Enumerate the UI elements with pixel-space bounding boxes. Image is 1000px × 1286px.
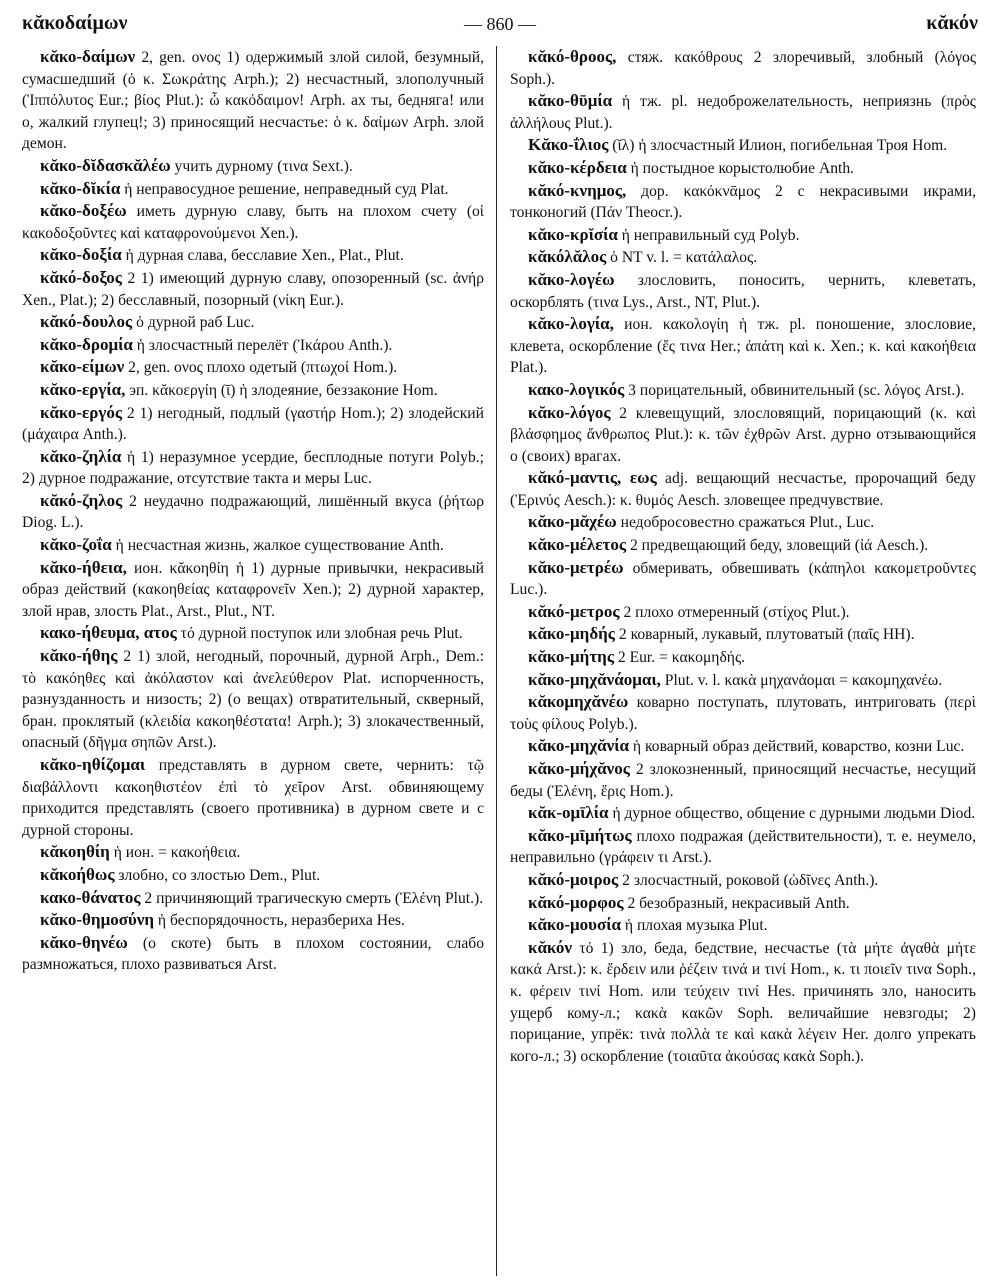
entry-headword: κᾰκό-δοξος [40, 267, 122, 287]
left-column [22, 46, 484, 1278]
entry-headword: κᾰκό-θροος, [528, 47, 617, 66]
dictionary-entry [510, 557, 976, 601]
entry-headword: κᾰκο-δοξέω [40, 201, 127, 221]
entry-headword: κᾰκ-ομῑλία [528, 803, 609, 823]
entry-headword: κᾰκο-λογέω [528, 269, 615, 289]
entry-headword: κᾰκο-μήτης [528, 647, 614, 667]
entry-definition: (ῐλ) ἡ злосчастный Илион, погибельная Троя Hom. [608, 137, 948, 155]
entry-definition: 2 клевещущий, злословящий, порицающий (κ. καὶ βλάσφημος ἄνθρωπος Plut.): κ. τῶν ἐχθρῶν Arst. дурно отзывающийся о (своих) врагах. [510, 404, 976, 465]
entry-headword: κᾰκο-δῐδασκᾰλέω [40, 155, 171, 175]
entry-headword: κᾰκο-μηδής [528, 624, 615, 644]
right-column [510, 46, 976, 1278]
entry-headword: κᾰκο-ήθεια, [40, 557, 127, 577]
dictionary-entry [510, 379, 976, 402]
entry-definition: злобно, со злостью Dem., Plut. [114, 866, 321, 884]
entry-definition: коварно поступать, плутовать, интриговать (περὶ τοὺς φίλους Polyb.). [510, 694, 976, 733]
entry-definition: Plut. v. l. κακὰ μηχανάομαι = κακομηχανέω. [660, 671, 943, 689]
entry-definition: ἡ беспорядочность, неразбериха Hes. [154, 912, 405, 930]
entry-headword: κᾰκο-είμων [40, 357, 125, 377]
entry-headword: κᾰκο-λόγος [528, 402, 611, 422]
entry-definition: 2 1) злой, негодный, порочный, дурной Arph., Dem.: τὸ κακόηθες καὶ ἀκόλαστον καὶ ἀνελεύθερον Plat. испорченность, разнузданность и низость; 2) (о вещах) отвратительный, скверный, бран. проклятый (κλειδία κακοηθέστατα! Arph.); 3) злокачественный, опасный (δῆγμα σηπῶν Arst.). [22, 648, 484, 752]
entry-definition: ἡ постыдное корыстолюбие Anth. [626, 159, 855, 177]
entry-headword: κᾰκοήθως [40, 864, 115, 884]
entry-headword: κᾰκό-μετρος [528, 601, 620, 621]
entry-definition: ἡ тж. pl. недоброжелательность, неприязнь (πρὸς ἀλλήλους Plut.). [510, 93, 976, 132]
header-right-headword: κᾰκόν [926, 12, 978, 34]
entry-definition: adj. вещающий несчастье, пророчащий беду (Ἐρινύς Aesch.): κ. θυμός Aesch. зловещее предчувствие. [510, 470, 976, 509]
entry-definition: 2 предвещающий беду, зловещий (ἰά Aesch.). [626, 537, 929, 555]
entry-definition: эп. κᾰκοεργίη (ῑ) ἡ злодеяние, беззаконие Hom. [125, 381, 438, 399]
entry-definition: ион. κακολογίη ἡ тж. pl. поношение, злословие, клевета, оскорбление (ἔς τινα Her.; ἀπάτη καὶ κ. Xen.; κ. καὶ κακοήθεια Plat.). [510, 316, 976, 377]
dictionary-entry [22, 267, 484, 311]
entry-definition: ἡ коварный образ действий, коварство, козни Luc. [629, 738, 965, 756]
dictionary-entry [22, 178, 484, 201]
dictionary-entry [22, 356, 484, 379]
dictionary-entry [22, 864, 484, 887]
dictionary-entry [22, 334, 484, 357]
page-number: — 860 — [464, 14, 536, 34]
dictionary-entry [22, 909, 484, 932]
entry-headword: κᾰκόν [528, 937, 572, 957]
entry-definition: 2 1) негодный, подлый (γαστήρ Hom.); 2) злодейский (μάχαιρα Anth.). [22, 404, 484, 444]
dictionary-entry [510, 402, 976, 468]
dictionary-entry [22, 446, 484, 490]
entry-headword: κᾰκο-μετρέω [528, 557, 624, 577]
entry-definition: плохо подражая (действительности), т. е. неумело, неправильно (γράφειν τι Arst.). [510, 827, 976, 867]
entry-definition: представлять в дурном свете, чернить: τῷ διαβάλλοντι κακοηθιστέον ἐπὶ τὸ χεῖρον Arst. обвиняющему приходится представлять (своего противника) в дурном свете и с дурной стороны. [22, 757, 484, 839]
entry-headword: κᾰκο-μηχᾰνία [528, 736, 630, 756]
entry-headword: κᾰκο-εργία, [40, 379, 126, 399]
dictionary-entry [510, 892, 976, 915]
entry-definition: 2 1) имеющий дурную славу, опозоренный (sc. ἀνήρ Xen., Plat.); 2) бесславный, позорный (νίκη Eur.). [22, 269, 484, 309]
dictionary-entry [22, 155, 484, 178]
entry-definition: обмеривать, обвешивать (κάπηλοι κακομετροῦντες Luc.). [510, 559, 976, 599]
dictionary-entry [510, 246, 976, 269]
dictionary-entry [510, 511, 976, 534]
dictionary-entry [510, 914, 976, 937]
dictionary-entry [22, 402, 484, 446]
dictionary-entry [22, 490, 484, 534]
entry-headword: κᾰκο-κέρδεια [528, 157, 627, 177]
entry-headword: κᾰκοηθίη [40, 842, 110, 862]
dictionary-entry [510, 869, 976, 892]
dictionary-entry [22, 645, 484, 754]
entry-definition: τό дурной поступок или злобная речь Plut. [176, 625, 463, 643]
entry-definition: ἡ ион. = κακοήθεια. [109, 844, 241, 862]
entry-headword: κᾰκο-λογία, [528, 314, 614, 334]
entry-headword: κᾰκο-μῑμήτως [528, 825, 632, 845]
entry-headword: κᾰκο-μήχᾰνος [528, 759, 630, 778]
entry-headword: κᾰκο-ζηλία [40, 446, 122, 466]
entry-headword: κακο-θάνατος [40, 887, 141, 907]
entry-headword: κακο-ήθευμα, ατος [40, 623, 177, 643]
dictionary-entry [510, 467, 976, 511]
entry-headword: κᾰκό-μαντις, εως [528, 468, 657, 488]
entry-headword: κᾰκο-μουσία [528, 915, 622, 935]
dictionary-entry [510, 691, 976, 735]
entry-definition: ἡ неправильный суд Polyb. [617, 226, 800, 244]
dictionary-entry [22, 887, 484, 910]
dictionary-entry [22, 244, 484, 267]
dictionary-entry [510, 802, 976, 825]
dictionary-entry [510, 758, 976, 802]
entry-headword: κᾰκο-μέλετος [528, 535, 627, 555]
dictionary-entry [22, 311, 484, 334]
dictionary-entry [22, 622, 484, 645]
entry-definition: ἡ неправосудное решение, неправедный суд Plat. [120, 180, 449, 198]
entry-headword: κᾰκο-θημοσύνη [40, 910, 155, 930]
entry-headword: κᾰκο-δοξία [40, 245, 122, 265]
entry-definition: ἡ злосчастный перелёт (Ἰκάρου Anth.). [132, 336, 393, 354]
entry-definition: (о скоте) быть в плохом состоянии, слабо размножаться, плохо развиваться Arst. [22, 934, 484, 974]
dictionary-entry [510, 623, 976, 646]
entry-definition: ὁ NT v. l. = κατάλαλος. [606, 249, 758, 267]
dictionary-entry [510, 269, 976, 313]
entry-headword: κᾰκο-ηθίζομαι [40, 755, 146, 774]
entry-definition: ἡ несчастная жизнь, жалкое существование Anth. [111, 537, 444, 555]
entry-headword: κᾰκο-μᾰχέω [528, 512, 617, 532]
dictionary-entry [510, 134, 976, 157]
entry-definition: 2 безобразный, некрасивый Anth. [623, 894, 850, 912]
entry-headword: κᾰκό-ζηλος [40, 490, 123, 510]
entry-definition: ἡ дурная слава, бесславие Xen., Plat., Plut. [121, 247, 404, 265]
entry-headword: κᾰκό-δουλος [40, 312, 133, 332]
entry-headword: κᾰκομηχᾰνέω [528, 692, 629, 712]
entry-headword: Κᾰκο-ΐλιος [528, 135, 609, 155]
page-header [22, 12, 978, 44]
dictionary-entry [510, 313, 976, 379]
entry-definition: 2 злосчастный, роковой (ὠδῖνες Anth.). [618, 871, 879, 889]
dictionary-entry [22, 534, 484, 557]
entry-headword: κᾰκό-κνημος, [528, 180, 627, 200]
entry-headword: κᾰκόλᾰλος [528, 247, 607, 267]
dictionary-entry [510, 601, 976, 624]
entry-definition: ἡ дурное общество, общение с дурными людьми Diod. [608, 805, 976, 823]
column-divider [496, 46, 497, 1276]
entry-definition: иметь дурную славу, быть на плохом счету (οἱ κακοδοξοῦντες καὶ καταφρονούμενοι Xen.). [22, 203, 484, 242]
entry-definition: 2 Eur. = κακομηδής. [614, 649, 746, 667]
dictionary-entry [510, 825, 976, 869]
dictionary-entry [510, 669, 976, 692]
entry-definition: ион. κᾰκοηθίη ἡ 1) дурные привычки, некрасивый образ действий (κακοηθείας καταφρονεῖν Xen.); 2) дурной характер, злой нрав, злость Plat., Arst., Plut., NT. [22, 559, 484, 620]
entry-definition: ἡ 1) неразумное усердие, бесплодные потуги Polyb.; 2) дурное подражание, отсутствие такта и меры Luc. [22, 448, 484, 488]
entry-definition: 2 плохо отмеренный (στίχος Plut.). [619, 603, 850, 621]
dictionary-entry [22, 46, 484, 155]
entry-headword: κᾰκο-θηνέω [40, 932, 128, 952]
dictionary-entry [22, 754, 484, 841]
entry-headword: κακο-λογικός [528, 379, 625, 399]
entry-headword: κᾰκο-μηχᾰνάομαι, [528, 669, 661, 689]
entry-headword: κᾰκο-δῐκία [40, 178, 121, 198]
entry-definition: τό 1) зло, беда, бедствие, несчастье (τὰ μήτε ἀγαθὰ μήτε κακά Arst.): κ. ἔρδειν или ῥέζειν τινά и τινί Hom., κ. τι ποιεῖν τινα Soph., κ. φέρειν τινί Hom. или τεύχειν τινί Hes. причинять зло, наносить ущерб кому-л.; κακὰ κακῶν Soph. величайшие невзгоды; 2) порицание, упрёк: τινὰ πολλὰ τε καὶ κακὰ λέγειν Her. долго упрекать кого-л.; 3) оскорбление (τοιαῦτα ἀκούσας κακὰ Soph.). [510, 939, 976, 1065]
entry-definition: 2 причиняющий трагическую смерть (Ἑλένη Plut.). [140, 889, 484, 907]
entry-definition: 2, gen. ονος 1) одержимый злой силой, безумный, сумасшедший (ὁ κ. Σωκράτης Arph.); 2) несчастный, злополучный (Ἱππόλυτος Eur.; βίος Plut.): ὦ κακόδαιμον! Arph. ах ты, бедняга! или о, жалкий глупец!; 3) приносящий несчастье: ὁ κ. δαίμων Arph. злой демон. [22, 49, 484, 153]
dictionary-entry [510, 937, 976, 1068]
dictionary-entry [22, 932, 484, 976]
entry-headword: κᾰκο-κρῐσία [528, 224, 618, 244]
dictionary-entry [510, 735, 976, 758]
entry-definition: злословить, поносить, чернить, клеветать, оскорблять (τινα Lys., Arst., NT, Plut.). [510, 271, 976, 311]
header-left-headword: κᾰκοδαίμων [22, 12, 128, 34]
dictionary-entry [22, 841, 484, 864]
entry-definition: ὁ дурной раб Luc. [132, 314, 255, 332]
entry-headword: κᾰκο-θῡμία [528, 91, 613, 111]
entry-definition: 2 неудачно подражающий, лишённый вкуса (ῥήτωρ Diog. L.). [22, 492, 484, 532]
dictionary-entry [510, 646, 976, 669]
dictionary-entry [22, 379, 484, 402]
dictionary-entry [22, 557, 484, 623]
dictionary-entry [510, 180, 976, 224]
dictionary-entry [510, 90, 976, 134]
dictionary-entry [510, 157, 976, 180]
dictionary-entry [22, 200, 484, 244]
entry-headword: κᾰκό-μορφος [528, 892, 624, 912]
entry-headword: κᾰκο-δαίμων [40, 47, 136, 66]
entry-definition: ἡ плохая музыка Plut. [621, 917, 768, 935]
entry-headword: κᾰκο-δρομία [40, 334, 133, 354]
dictionary-entry [510, 46, 976, 90]
entry-definition: 2 коварный, лукавый, плутоватый (παῖς HH). [614, 626, 915, 644]
entry-definition: дор. κακόκνᾱμος 2 с некрасивыми икрами, тонконогий (Πάν Theocr.). [510, 182, 976, 222]
entry-definition: 3 порицательный, обвинительный (sc. λόγος Arst.). [624, 381, 965, 399]
entry-definition: учить дурному (τινα Sext.). [170, 157, 353, 175]
entry-definition: 2, gen. ονος плохо одетый (πτωχοί Hom.). [124, 359, 398, 377]
entry-definition: 2 злокозненный, приносящий несчастье, несущий беды (Ἑλένη, ἔρις Hom.). [510, 761, 976, 800]
entry-headword: κᾰκο-ζοΐα [40, 535, 112, 555]
entry-headword: κᾰκο-εργός [40, 402, 123, 422]
entry-headword: κᾰκό-μοιρος [528, 869, 619, 889]
entry-headword: κᾰκο-ήθης [40, 646, 118, 666]
entry-definition: стяж. κακόθρους 2 злоречивый, злобный (λόγος Soph.). [510, 49, 976, 88]
entry-definition: недобросовестно сражаться Plut., Luc. [616, 514, 875, 532]
dictionary-entry [510, 224, 976, 247]
dictionary-entry [510, 534, 976, 557]
